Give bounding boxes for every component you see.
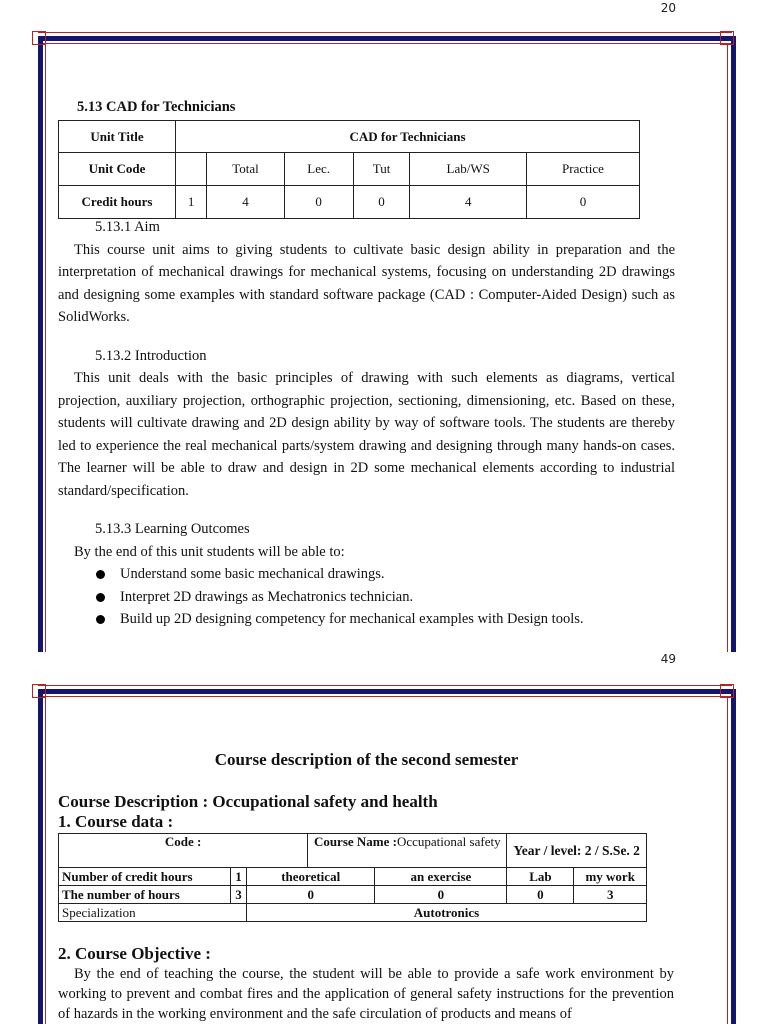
intro-paragraph: This unit deals with the basic principles of drawing with such elements as diagrams, vertical projection, auxiliary projection, orthographic projection, sectioning, dimensioning, etc. Based on these, students will cultivate drawing and 2D design ability by way of software tools. The students are thereby led to experience the real mechanical parts/system drawing and designing through many hands-on cases. The learner will be able to draw and design in 2D some mechanical elements according to industrial standard/specification. <box>58 370 675 499</box>
col-lab: Lab <box>507 868 574 886</box>
year-level: Year / level: 2 / S.Se. 2 <box>507 834 647 868</box>
table-cell: 0 <box>284 186 353 219</box>
hours-value: 3 <box>231 886 247 904</box>
list-item-text: Interpret 2D drawings as Mechatronics technician. <box>120 588 414 605</box>
col-exercise: an exercise <box>375 868 507 886</box>
section-heading: 5.13 CAD for Technicians <box>77 99 236 115</box>
code-label: Code : <box>59 834 308 868</box>
course-name-label: Course Name : <box>313 834 397 849</box>
table-cell: 0 <box>247 886 375 904</box>
frame-border <box>38 689 732 694</box>
specialization-label: Specialization <box>59 904 247 922</box>
frame-border <box>45 696 46 1024</box>
list-item-text: Understand some basic mechanical drawings. <box>120 566 385 582</box>
outcomes-lead: By the end of this unit students will be able to: <box>74 543 345 560</box>
outcomes-list <box>58 563 675 631</box>
bullet-icon <box>96 593 105 602</box>
frame-border <box>38 43 732 44</box>
credit-hours-label: Number of credit hours <box>59 868 231 886</box>
col-theoretical: theoretical <box>247 868 375 886</box>
list-item <box>58 563 675 586</box>
frame-corner <box>32 684 46 698</box>
credit-hours-label: Credit hours <box>59 186 176 219</box>
page-title: Course description of the second semester <box>214 750 519 769</box>
table-cell: 0 <box>526 186 639 219</box>
table-cell: 1 <box>176 186 207 219</box>
unit-code-label: Unit Code <box>59 153 176 186</box>
unit-table <box>58 120 640 219</box>
intro-heading: 5.13.2 Introduction <box>95 347 207 364</box>
frame-border <box>38 36 43 652</box>
frame-border <box>731 36 736 652</box>
col-work: my work <box>574 868 647 886</box>
bullet-icon <box>96 570 105 579</box>
course-description-heading: Course Description : Occupational safety and health <box>58 792 438 811</box>
frame-border <box>38 32 732 33</box>
frame-corner <box>720 684 734 698</box>
course-name-cell <box>308 834 507 868</box>
frame-border <box>727 43 728 652</box>
course-name-value: Occupational safety <box>396 834 501 849</box>
table-cell: 0 <box>375 886 507 904</box>
bullet-icon <box>96 615 105 624</box>
frame-border <box>38 696 732 697</box>
table-cell: Practice <box>526 153 639 186</box>
page-number: 20 <box>660 1 676 15</box>
frame-corner <box>720 31 734 45</box>
outcomes-heading: 5.13.3 Learning Outcomes <box>95 521 250 537</box>
frame-border <box>731 689 736 1024</box>
course-data-heading: 1. Course data : <box>58 812 174 831</box>
list-item <box>58 586 675 609</box>
unit-title-label: Unit Title <box>59 121 176 153</box>
credit-hours-value: 1 <box>231 868 247 886</box>
table-cell: 4 <box>207 186 285 219</box>
frame-corner <box>32 31 46 45</box>
specialization-value: Autotronics <box>247 904 647 922</box>
table-cell: Lec. <box>284 153 353 186</box>
hours-label: The number of hours <box>59 886 231 904</box>
table-cell: Tut <box>353 153 410 186</box>
table-cell: Total <box>207 153 285 186</box>
table-cell <box>176 153 207 186</box>
frame-border <box>45 43 46 652</box>
aim-heading: 5.13.1 Aim <box>95 219 160 235</box>
objective-heading: 2. Course Objective : <box>58 944 211 963</box>
table-cell: 0 <box>353 186 410 219</box>
document-page-2 <box>0 652 768 1024</box>
table-cell: Lab/WS <box>410 153 526 186</box>
frame-border <box>38 685 732 686</box>
table-cell: 0 <box>507 886 574 904</box>
course-data-table <box>58 833 647 922</box>
table-cell: 4 <box>410 186 526 219</box>
list-item <box>58 608 675 631</box>
objective-paragraph: By the end of teaching the course, the student will be able to provide a safe work environment by working to prevent and combat fires and the application of general safety instructions for the prevention of hazards in the working environment and the safe circulation of products and means of <box>58 966 674 1022</box>
frame-border <box>727 696 728 1024</box>
frame-border <box>38 36 732 41</box>
unit-title-value: CAD for Technicians <box>176 121 640 153</box>
list-item-text: Build up 2D designing competency for mechanical examples with Design tools. <box>120 611 584 627</box>
aim-paragraph: This course unit aims to giving students to cultivate basic design ability in preparation and the interpretation of mechanical drawings for mechanical systems, focusing on understanding 2D drawings and designing some examples with standard software package (CAD : Computer-Aided Design) such as SolidWorks. <box>58 241 675 325</box>
frame-border <box>38 689 43 1024</box>
page-number: 49 <box>660 652 676 666</box>
page1-body <box>58 216 675 631</box>
table-cell: 3 <box>574 886 647 904</box>
